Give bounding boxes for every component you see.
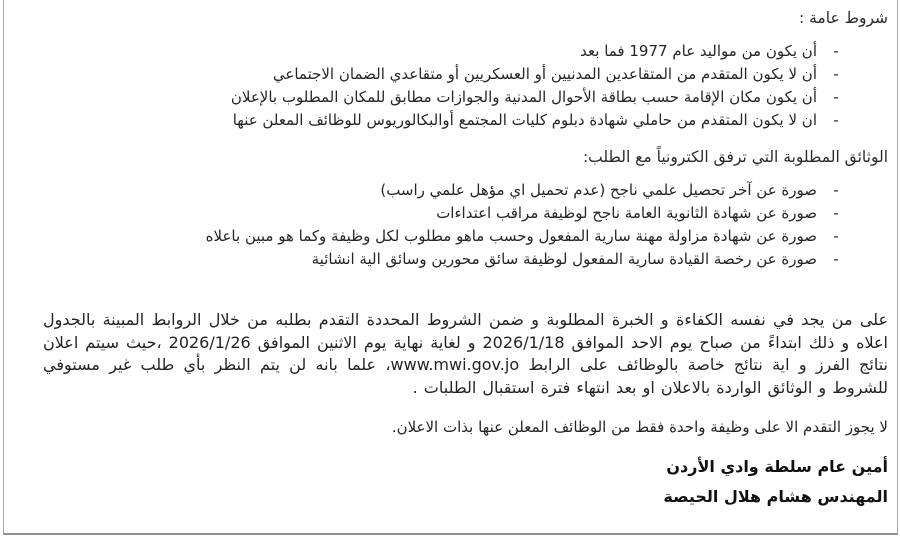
list-item [26, 179, 842, 202]
document-text: صورة عن آخر تحصيل علمي ناجح (عدم تحميل اي مؤهل علمي راسب) [380, 181, 817, 199]
list-item [26, 63, 842, 86]
signature-block [26, 452, 888, 512]
condition-text: أن يكون من مواليد عام 1977 فما بعد [580, 42, 817, 60]
bullet-dash: - [833, 227, 839, 245]
general-conditions-list [26, 40, 888, 132]
list-item [26, 202, 842, 225]
list-item [26, 86, 842, 109]
signature-title: أمين عام سلطة وادي الأردن [666, 457, 888, 476]
bullet-dash: - [833, 204, 839, 222]
bullet-dash: - [833, 111, 839, 129]
list-item [26, 225, 842, 248]
bullet-dash: - [833, 65, 839, 83]
condition-text: ان لا يكون المتقدم من حاملي شهادة دبلوم كليات المجتمع أوالبكالوريوس للوظائف المعلن عنها [232, 111, 817, 129]
bullet-dash: - [833, 88, 839, 106]
single-application-note: لا يجوز التقدم الا على وظيفة واحدة فقط من الوظائف المعلن عنها بذات الاعلان. [391, 418, 888, 436]
document-text: صورة عن شهادة الثانوية العامة ناجح لوظيفة مراقب اعتداءات [436, 204, 817, 222]
document-content [4, 0, 897, 533]
condition-text: أن لا يكون المتقدم من المتقاعدين المدنيين أو العسكريين أو متقاعدي الضمان الاجتماعي [272, 65, 817, 83]
bullet-dash: - [833, 42, 839, 60]
document-text: صورة عن رخصة القيادة سارية المفعول لوظيفة سائق محورين وسائق الية انشائية [311, 250, 817, 268]
list-item [26, 40, 842, 63]
required-documents-list [26, 179, 888, 271]
document-text: صورة عن شهادة مزاولة مهنة سارية المفعول وحسب ماهو مطلوب لكل وظيفة وكما هو مبين باعلاه [205, 227, 817, 245]
bullet-dash: - [833, 250, 839, 268]
bullet-dash: - [833, 181, 839, 199]
required-documents-heading: الوثائق المطلوبة التي ترفق الكترونياً مع الطلب: [582, 148, 888, 166]
condition-text: أن يكون مكان الإقامة حسب بطاقة الأحوال المدنية والجوازات مطابق للمكان المطلوب بالإعلان [230, 88, 817, 106]
signature-name: المهندس هشام هلال الحيصة [663, 487, 888, 506]
list-item [26, 109, 842, 132]
general-conditions-heading: شروط عامة : [798, 9, 888, 27]
application-instructions-paragraph: على من يجد في نفسه الكفاءة و الخبرة المطلوبة و ضمن الشروط المحددة التقدم بطلبه من خلال الروابط المبينة بالجدول اعلاه و ذلك ابتداءً من صباح يوم الاحد الموافق 2026/1/18 و لغاية نهاية يوم الاثنين الموافق 2026/1/26 ،حيث سيتم اعلان نتائج الفرز و اية نتائج خاصة بالوظائف على الرابط www.mwi.gov.jo، علما بانه لن يتم النظر بأي طلب غير مستوفي للشروط و الوثائق الواردة بالاعلان او بعد انتهاء فترة استقبال الطلبات . [43, 310, 889, 397]
list-item [26, 248, 842, 271]
